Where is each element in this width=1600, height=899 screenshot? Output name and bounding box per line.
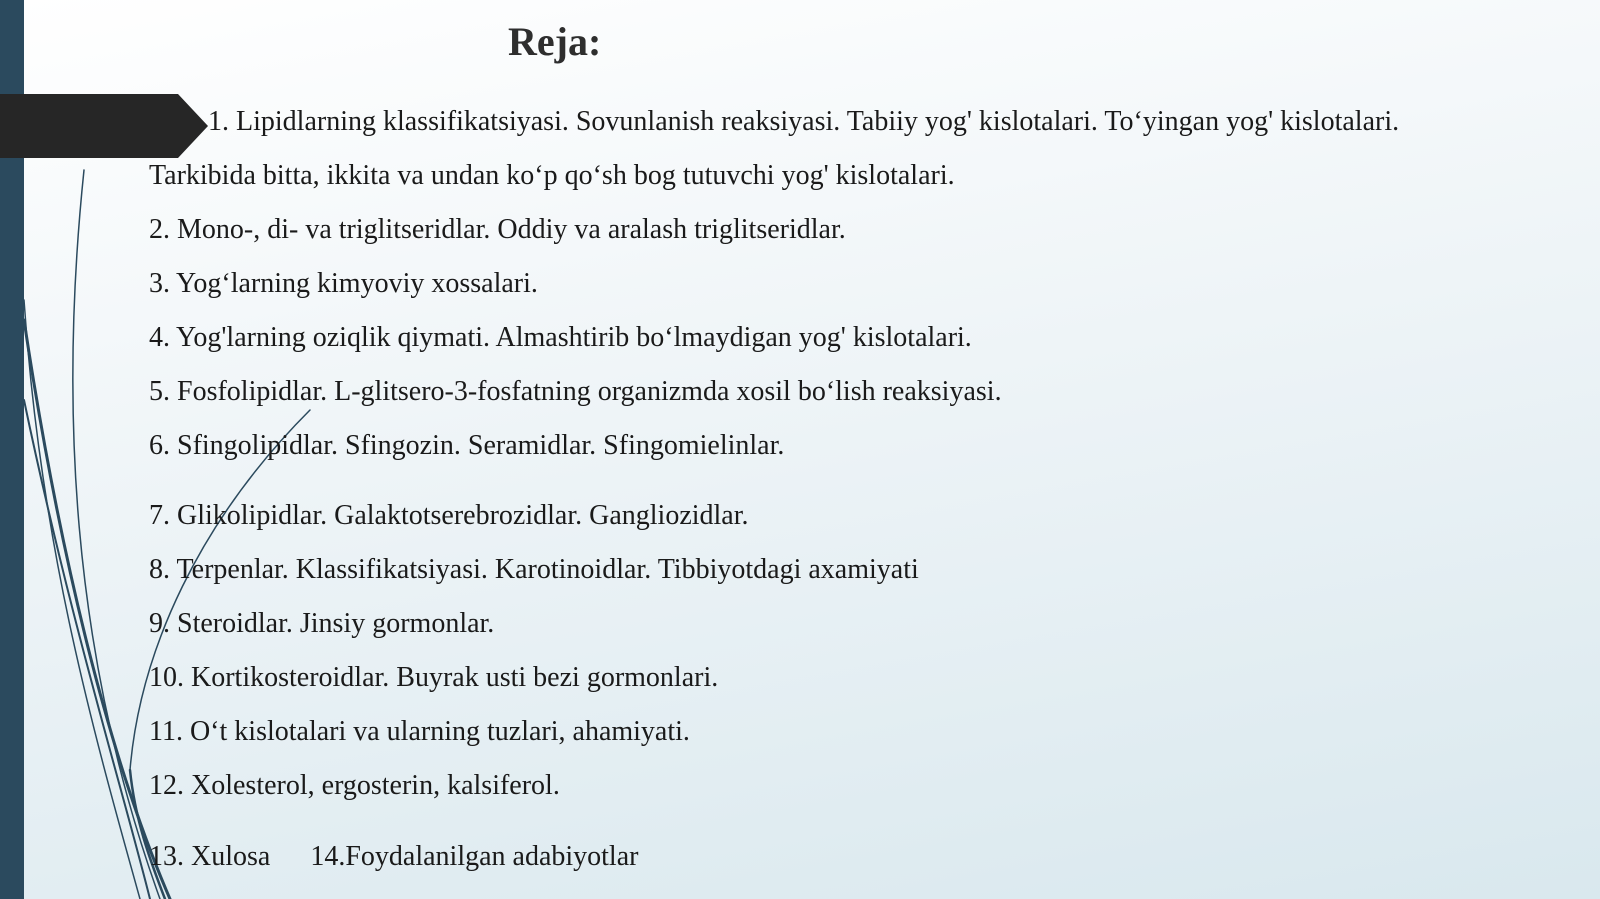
slide-title: Reja:: [508, 19, 602, 64]
plan-item-2: 2. Mono-, di- va triglitseridlar. Oddiy va aralash triglitseridlar.: [149, 214, 846, 245]
plan-item-6: 6. Sfingolipidlar. Sfingozin. Seramidlar. Sfingomielinlar.: [149, 430, 785, 461]
plan-item-13: 13. Xulosa: [149, 841, 271, 872]
plan-item-1: 1. Lipidlarning klassifikatsiyasi. Sovunlanish reaksiyasi. Tabiiy yog' kislotalari. To‘yingan yog' kislotalari.: [208, 106, 1400, 137]
plan-item-7: 7. Glikolipidlar. Galaktotserebrozidlar. Gangliozidlar.: [149, 500, 749, 531]
plan-item-11: 11. O‘t kislotalari va ularning tuzlari, ahamiyati.: [149, 716, 690, 747]
plan-item-3: 3. Yog‘larning kimyoviy xossalari.: [149, 268, 538, 299]
plan-item-9: 9. Steroidlar. Jinsiy gormonlar.: [149, 608, 495, 639]
plan-item-10: 10. Kortikosteroidlar. Buyrak usti bezi gormonlari.: [149, 662, 719, 693]
arrow-tab-shape: [0, 94, 210, 158]
plan-final-row: [149, 840, 638, 874]
plan-item-1-continuation: Tarkibida bitta, ikkita va undan ko‘p qo‘sh bog tutuvchi yog' kislotalari.: [149, 160, 955, 191]
plan-item-12: 12. Xolesterol, ergosterin, kalsiferol.: [149, 770, 560, 801]
plan-item-14: 14.Foydalanilgan adabiyotlar: [310, 841, 639, 872]
plan-item-5: 5. Fosfolipidlar. L-glitsero-3-fosfatning organizmda xosil bo‘lish reaksiyasi.: [149, 376, 1002, 407]
plan-item-8: 8. Terpenlar. Klassifikatsiyasi. Karotinoidlar. Tibbiyotdagi axamiyati: [149, 554, 919, 585]
plan-item-4: 4. Yog'larning oziqlik qiymati. Almashtirib bo‘lmaydigan yog' kislotalari.: [149, 322, 972, 353]
